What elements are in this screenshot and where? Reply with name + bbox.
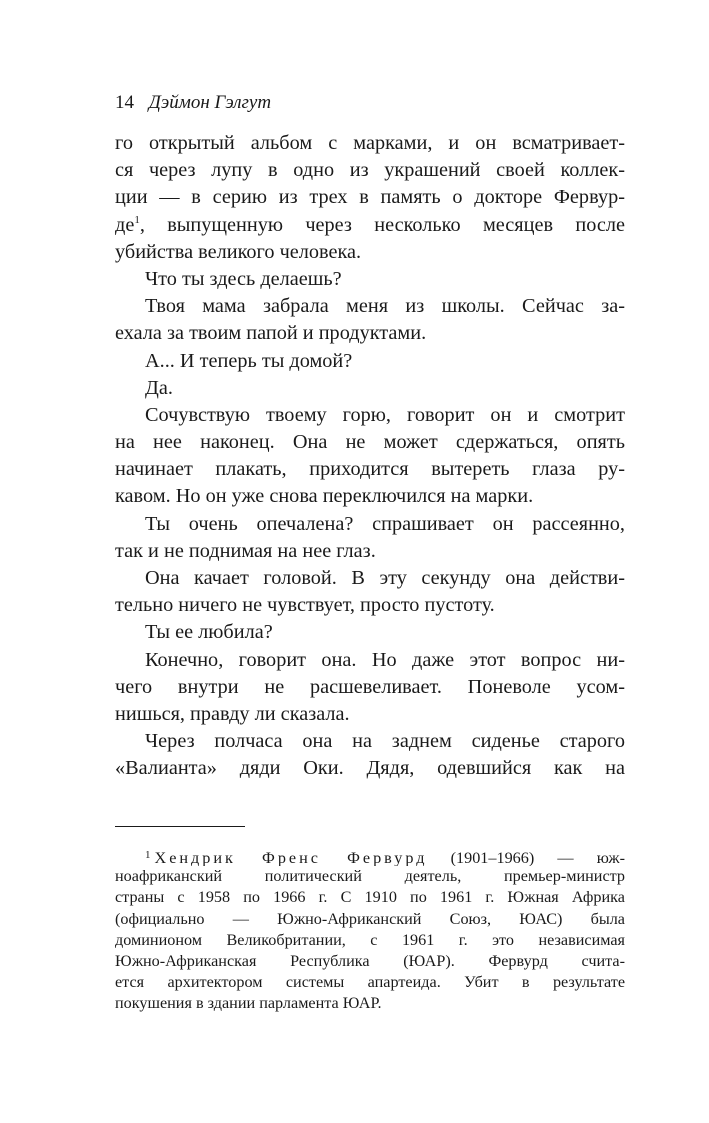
text-line [115,212,625,239]
text-line: Что ты здесь делаешь? [145,267,342,290]
footnote-line: ется архитектором системы апартеида. Убит в результате [115,973,625,992]
footnote-line: (официально — Южно-Африканский Союз, ЮАС) была [115,909,625,928]
footnote-person-name: Хендрик Френс Фервурд [154,849,428,867]
text-fragment: , выпущенную через несколько месяцев после [139,213,625,236]
text-line: Ты ее любила? [145,621,273,644]
text-line: тельно ничего не чувствует, просто пустоту. [115,594,495,617]
text-line: А... И теперь ты домой? [145,349,353,372]
text-line: Через полчаса она на заднем сиденье старого [145,730,625,753]
text-fragment: де [115,213,135,236]
footnote-number: 1 [145,849,151,861]
page-number: 14 [115,92,134,113]
text-line: Конечно, говорит она. Но даже этот вопрос ни- [145,648,625,671]
footnote-divider [115,826,245,827]
footnote [115,845,625,1015]
text-fragment: (1901–1966) — юж- [427,849,625,867]
text-line: на нее наконец. Она не может сдержаться, опять [115,431,625,454]
text-line: Сочувствую твоему горю, говорит он и смотрит [145,403,625,426]
footnote-reference[interactable]: 1 [134,213,140,226]
text-line: убийства великого человека. [115,240,362,263]
text-line: ся через лупу в одно из украшений своей коллек- [115,159,625,182]
text-line: начинает плакать, приходится вытереть глаза ру- [115,458,625,481]
running-header [115,92,271,114]
footnote-line: Южно-Африканская Республика (ЮАР). Фервурд счита- [115,951,625,970]
text-line: чего внутри не расшевеливает. Поневоле усом- [115,675,625,698]
text-line: так и не поднимая на нее глаз. [115,539,376,562]
footnote-line: страны с 1958 по 1966 г. С 1910 по 1961 г. Южная Африка [115,888,625,907]
text-line: ехала за твоим папой и продуктами. [115,322,427,345]
footnote-line [115,845,625,866]
footnote-line: доминионом Великобритании, с 1961 г. это независимая [115,930,625,949]
text-line: Она качает головой. В эту секунду она действи- [145,567,625,589]
text-line: кавом. Но он уже снова переключился на марки. [115,485,534,508]
footnote-line: покушения в здании парламента ЮАР. [115,994,382,1013]
text-line: го открытый альбом с марками, и он всматривает- [115,132,625,154]
text-line: Твоя мама забрала меня из школы. Сейчас за- [145,295,625,318]
text-line: нишься, правду ли сказала. [115,702,350,725]
text-line: ции — в серию из трех в память о докторе Фервур- [115,186,625,209]
text-line: Да. [145,376,173,399]
footnote-line: ноафриканский политический деятель, премьер-министр [115,867,625,886]
text-line: Ты очень опечалена? спрашивает он рассеянно, [145,512,625,535]
main-text [115,130,625,783]
running-head-author: Дэймон Гэлгут [148,92,272,113]
text-line: «Валианта» дяди Оки. Дядя, одевшийся как на [115,757,625,780]
